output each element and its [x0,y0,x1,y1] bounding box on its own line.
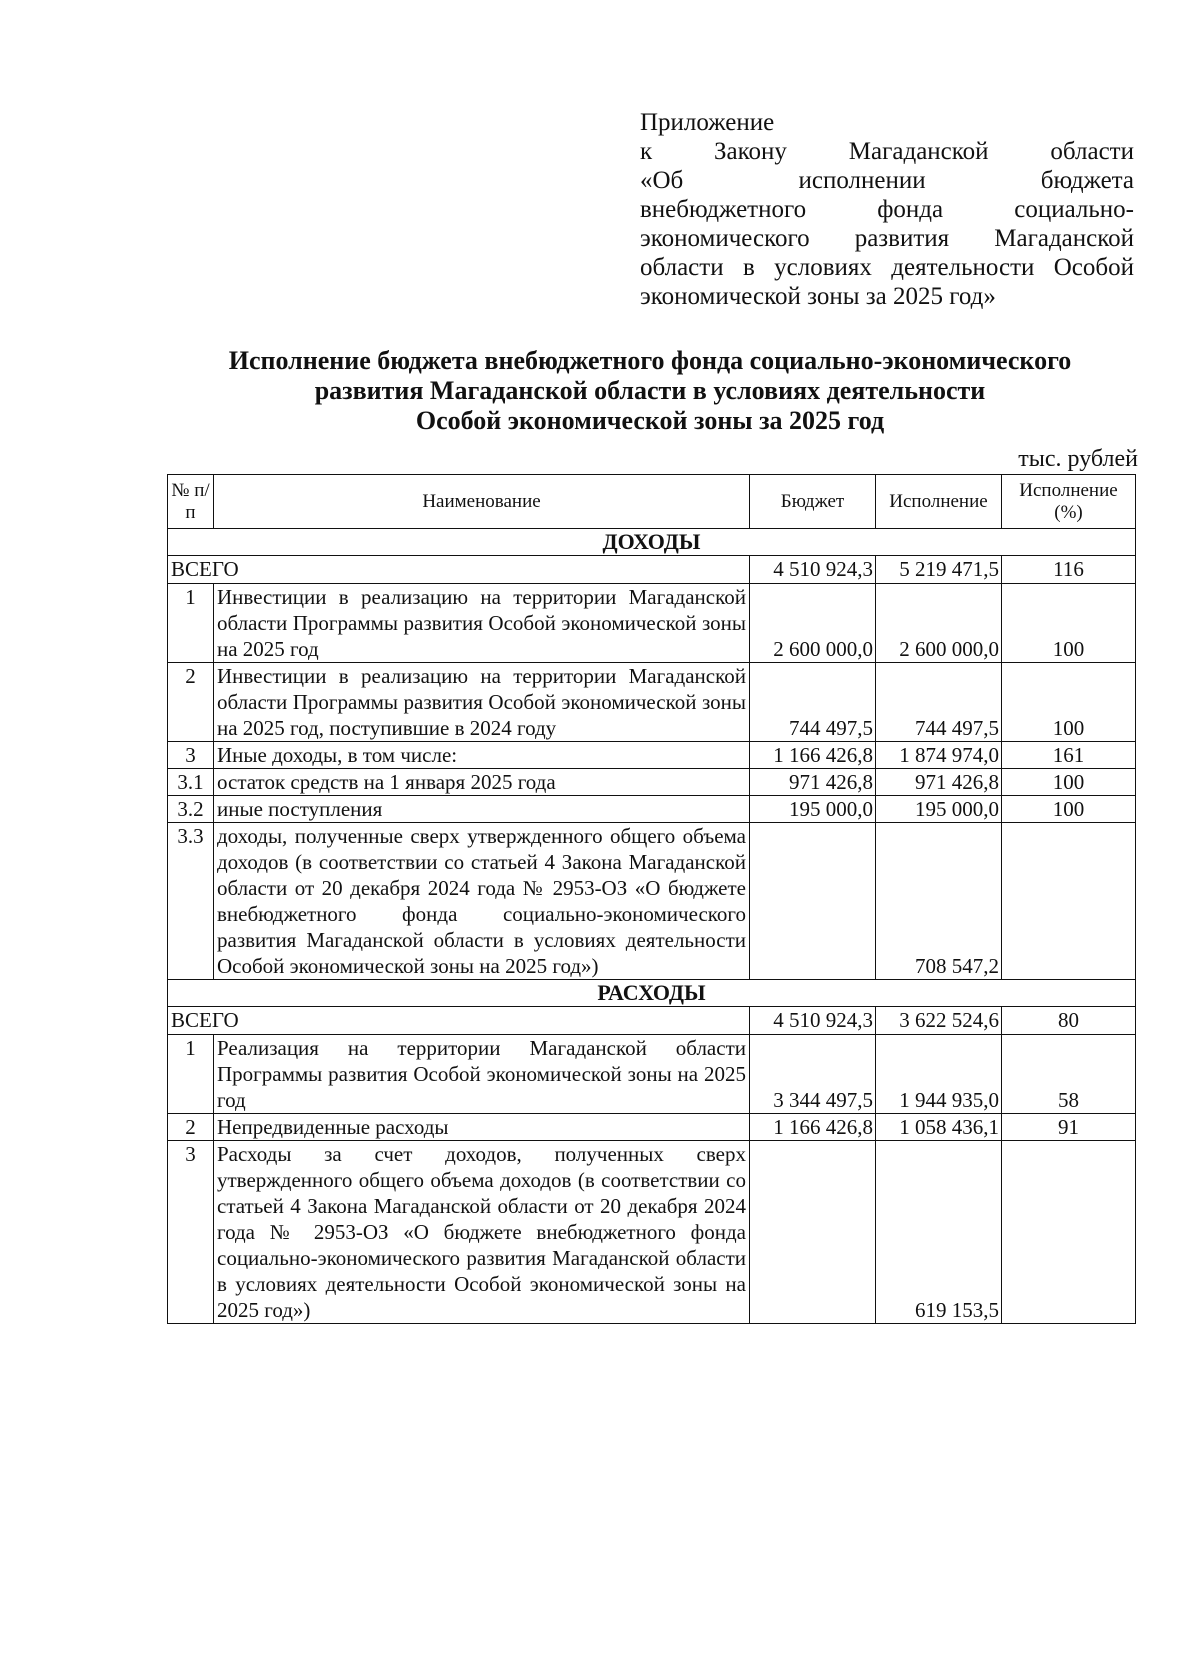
row-num: 2 [168,663,214,742]
row-num: 1 [168,584,214,663]
row-execution: 744 497,5 [876,663,1002,742]
row-budget: 3 344 497,5 [750,1035,876,1114]
row-name: доходы, полученные сверх утвержденного общего объема доходов (в соответствии со статьей 4 Закона Магаданской области от 20 декабря 2024 года № 2953-ОЗ «О бюджете внебюджетного фонда социально-экономического развития Магаданской области в условиях деятельности Особой экономической зоны на 2025 год») [214,823,750,980]
header-execution: Исполнение [876,475,1002,529]
row-execution: 1 874 974,0 [876,742,1002,769]
appendix-line: к Закону Магаданской области [640,138,1134,165]
row-name: Иные доходы, в том числе: [214,742,750,769]
row-execution: 1 944 935,0 [876,1035,1002,1114]
title-line: Исполнение бюджета внебюджетного фонда социально-экономического [228,346,1072,375]
row-budget: 1 166 426,8 [750,1114,876,1141]
table-row [168,823,1136,980]
table-row [168,1114,1136,1141]
row-execution: 708 547,2 [876,823,1002,980]
section-row [168,980,1136,1007]
title-line: Особой экономической зоны за 2025 год [415,406,885,435]
header-name: Наименование [214,475,750,529]
row-num: 3 [168,1141,214,1324]
table-row [168,742,1136,769]
row-name: Реализация на территории Магаданской области Программы развития Особой экономической зоны на 2025 год [214,1035,750,1114]
row-name: Инвестиции в реализацию на территории Магаданской области Программы развития Особой экономической зоны на 2025 год [214,584,750,663]
row-num: 1 [168,1035,214,1114]
appendix-line: «Об исполнении бюджета [640,167,1134,194]
row-budget: 744 497,5 [750,663,876,742]
title-line: развития Магаданской области в условиях деятельности [314,376,986,405]
budget-table [167,474,1136,1324]
row-percent [1002,1141,1136,1324]
header-row [168,475,1136,529]
row-budget: 195 000,0 [750,796,876,823]
row-execution: 619 153,5 [876,1141,1002,1324]
total-row [168,556,1136,584]
appendix-line: области в условиях деятельности Особой [640,254,1134,281]
units-label: тыс. рублей [1018,446,1138,472]
row-num: 3.1 [168,769,214,796]
expenses-section-title: РАСХОДЫ [168,980,1136,1007]
row-percent: 100 [1002,584,1136,663]
income-section-title: ДОХОДЫ [168,529,1136,556]
appendix-line: экономического развития Магаданской [640,225,1134,252]
row-num: 2 [168,1114,214,1141]
row-num: 3.2 [168,796,214,823]
table-row [168,769,1136,796]
row-name: Непредвиденные расходы [214,1114,750,1141]
table-row [168,796,1136,823]
row-budget: 971 426,8 [750,769,876,796]
section-row [168,529,1136,556]
table-row [168,584,1136,663]
row-budget [750,1141,876,1324]
total-budget: 4 510 924,3 [750,556,876,584]
row-percent [1002,823,1136,980]
row-budget: 2 600 000,0 [750,584,876,663]
total-budget: 4 510 924,3 [750,1007,876,1035]
row-percent: 58 [1002,1035,1136,1114]
row-name: Расходы за счет доходов, полученных сверх утвержденного общего объема доходов (в соответствии со статьей 4 Закона Магаданской области от 20 декабря 2024 года № 2953-ОЗ «О бюджете внебюджетного фонда социально-экономического развития Магаданской области в условиях деятельности Особой экономической зоны на 2025 год») [214,1141,750,1324]
row-budget [750,823,876,980]
row-num: 3 [168,742,214,769]
row-execution: 971 426,8 [876,769,1002,796]
total-execution: 3 622 524,6 [876,1007,1002,1035]
total-label: ВСЕГО [168,556,750,584]
header-num: № п/п [168,475,214,529]
table-row [168,1141,1136,1324]
total-label: ВСЕГО [168,1007,750,1035]
income-section [168,529,1136,980]
row-percent: 91 [1002,1114,1136,1141]
appendix-block [640,108,1134,311]
row-percent: 100 [1002,796,1136,823]
total-row [168,1007,1136,1035]
total-percent: 80 [1002,1007,1136,1035]
row-execution: 195 000,0 [876,796,1002,823]
table-row [168,1035,1136,1114]
appendix-line: Приложение [640,109,775,136]
expenses-section [168,980,1136,1324]
appendix-line: экономической зоны за 2025 год» [640,283,996,310]
header-budget: Бюджет [750,475,876,529]
appendix-line: внебюджетного фонда социально- [640,196,1134,223]
row-name: остаток средств на 1 января 2025 года [214,769,750,796]
total-execution: 5 219 471,5 [876,556,1002,584]
row-name: иные поступления [214,796,750,823]
row-name: Инвестиции в реализацию на территории Магаданской области Программы развития Особой экономической зоны на 2025 год, поступившие в 2024 году [214,663,750,742]
table-row [168,663,1136,742]
row-budget: 1 166 426,8 [750,742,876,769]
row-execution: 2 600 000,0 [876,584,1002,663]
row-execution: 1 058 436,1 [876,1114,1002,1141]
row-percent: 100 [1002,663,1136,742]
total-percent: 116 [1002,556,1136,584]
row-percent: 100 [1002,769,1136,796]
row-num: 3.3 [168,823,214,980]
row-percent: 161 [1002,742,1136,769]
header-percent: Исполнение (%) [1002,475,1136,529]
document-title [150,346,1150,436]
